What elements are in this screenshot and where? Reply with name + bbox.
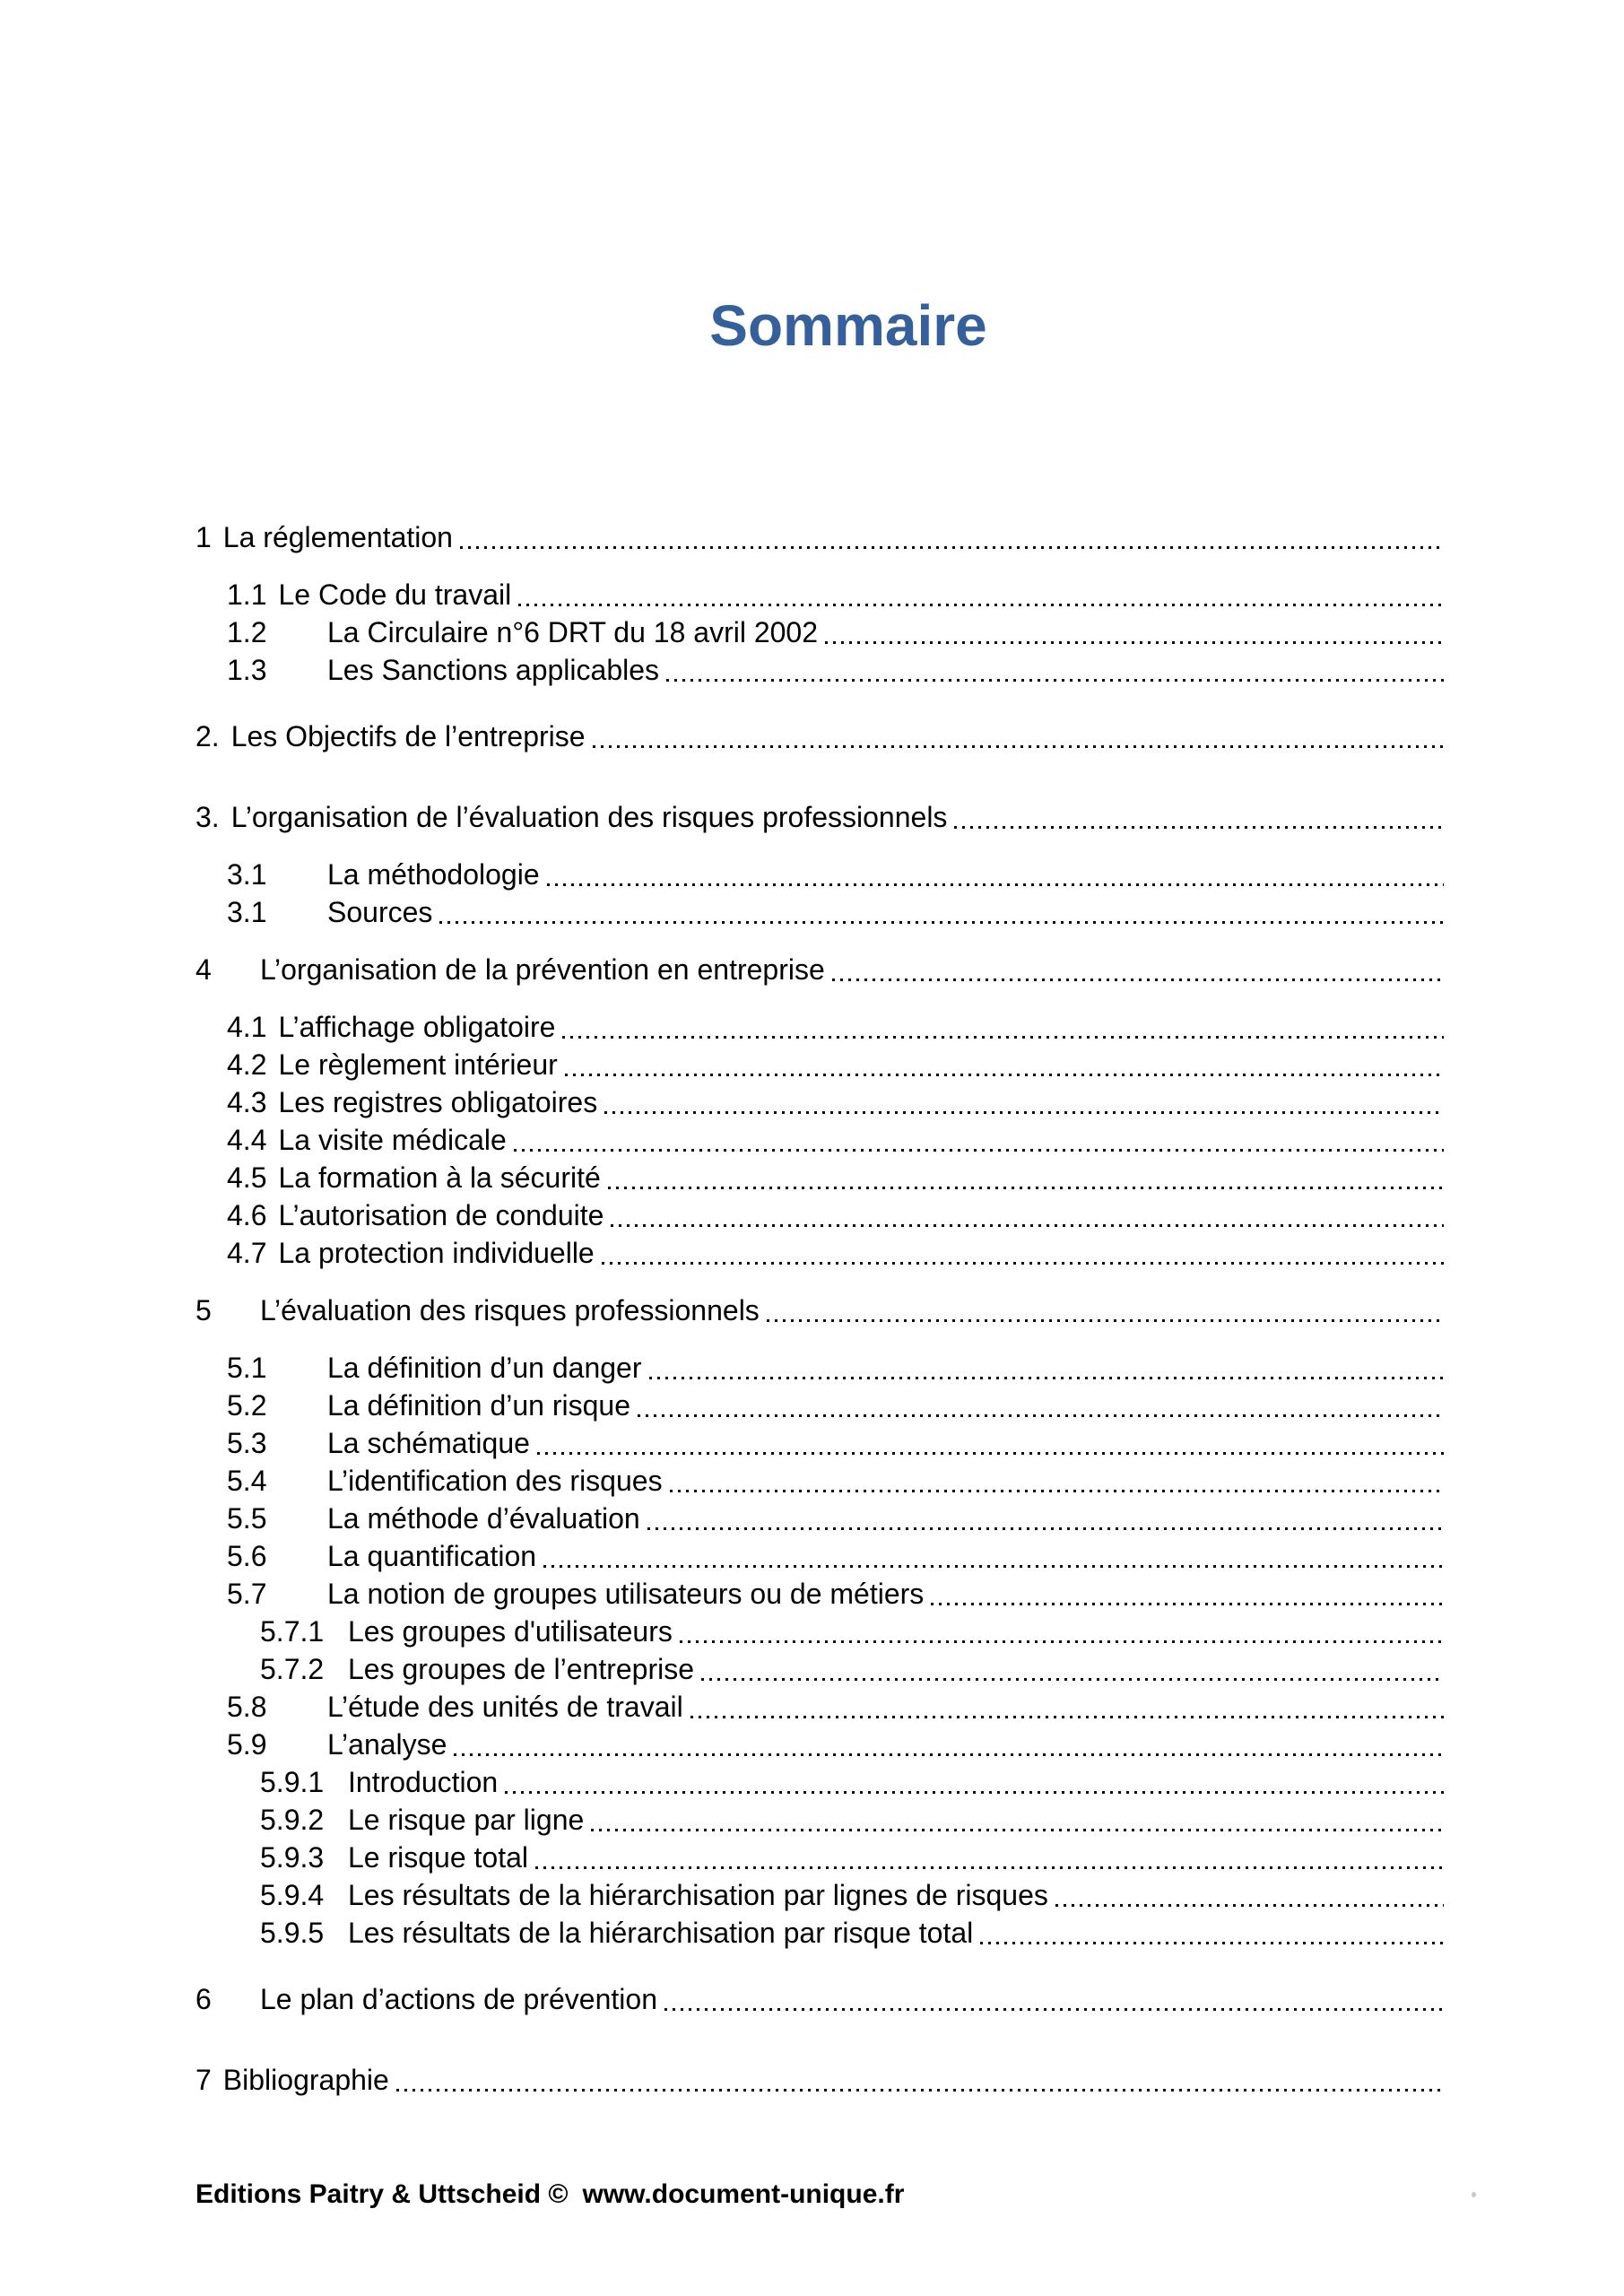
toc-item-label: L’identification des risques [327,1465,663,1497]
toc-item-number: 1.1 [227,578,267,611]
toc-item-number: 1.2 [227,616,267,648]
dot-leader [454,1753,1444,1756]
dot-leader [608,1187,1444,1189]
toc-item-label: La méthodologie [327,858,540,891]
dot-leader [954,826,1444,829]
toc-item-label: La définition d’un danger [327,1352,642,1384]
dot-leader [565,1074,1444,1076]
dot-leader [701,1678,1444,1681]
toc-item-number: 5.7.1 [260,1615,325,1648]
toc-item-number: 5.9.5 [260,1917,325,1949]
toc-item-number: 1 [195,521,212,553]
toc-item-number: 5.8 [227,1691,267,1723]
toc-item-number: 2. [195,720,220,752]
toc-row [227,1196,1444,1234]
toc-row [227,1500,1444,1537]
scan-artifact-dot [1472,2192,1476,2197]
toc-item-label: Sources [327,896,433,928]
toc-item-label: Les résultats de la hiérarchisation par lignes de risques [348,1879,1048,1911]
toc-row [227,1726,1444,1763]
toc-item-label: La réglementation [222,521,453,553]
toc-item-number: 4.5 [227,1161,267,1194]
toc-item-label: Bibliographie [222,2064,389,2096]
toc-item-label: La visite médicale [278,1124,507,1156]
toc-item-label: L’affichage obligatoire [278,1011,556,1043]
toc-item-label: Les résultats de la hiérarchisation par risque total [348,1917,974,1949]
toc-item-number: 5.2 [227,1389,267,1422]
toc-item-number: 5.9.3 [260,1841,325,1874]
toc-row [227,1083,1444,1121]
toc-row [227,1008,1444,1046]
dot-leader [649,1377,1445,1379]
dot-leader [514,1149,1444,1152]
toc-item-number: 5.7 [227,1578,267,1610]
toc-item-label: Le plan d’actions de prévention [260,1983,657,2015]
dot-leader [666,679,1444,682]
toc-item-number: 3.1 [227,896,267,928]
toc-item-number: 5.3 [227,1427,267,1459]
toc-row [227,1688,1444,1726]
toc-row [195,2061,1444,2099]
toc-item-number: 4.1 [227,1011,267,1043]
toc-row [227,1575,1444,1613]
dot-leader [537,1452,1444,1455]
toc-item-label: Le risque total [348,1841,529,1874]
toc-item-number: 7 [195,2064,212,2096]
toc-row [227,1121,1444,1159]
toc-item-number: 4.7 [227,1237,267,1269]
toc-item-label: La formation à la sécurité [278,1161,601,1194]
toc-item-number: 4.6 [227,1199,267,1231]
toc-item-label: L’organisation de l’évaluation des risques professionnels [230,801,948,833]
dot-leader [396,2089,1444,2092]
table-of-contents [195,518,1444,2099]
toc-row [260,1876,1444,1914]
toc-item-label: L’évaluation des risques professionnels [260,1294,760,1326]
page-footer [195,2179,904,2210]
dot-leader [670,1490,1444,1492]
toc-row [195,1980,1444,2018]
toc-item-label: Les groupes de l’entreprise [348,1653,695,1685]
toc-row [227,1234,1444,1272]
dot-leader [591,1829,1444,1831]
toc-item-label: La quantification [327,1540,537,1572]
dot-leader [931,1603,1444,1605]
dot-leader [980,1942,1444,1944]
toc-item-label: Le risque par ligne [348,1804,585,1836]
toc-row [227,1424,1444,1462]
toc-row [227,893,1444,931]
toc-item-number: 5.6 [227,1540,267,1572]
toc-row [227,856,1444,893]
footer-url: www.document-unique.fr [582,2179,905,2209]
dot-leader [505,1791,1444,1794]
toc-row [227,1349,1444,1387]
toc-item-number: 5.9 [227,1728,267,1761]
dot-leader [562,1036,1444,1039]
toc-row [260,1801,1444,1839]
toc-item-label: La méthode d’évaluation [327,1502,640,1535]
toc-row [227,1387,1444,1424]
toc-item-number: 4.4 [227,1124,267,1156]
dot-leader [825,641,1444,644]
toc-item-label: La Circulaire n°6 DRT du 18 avril 2002 [327,616,819,648]
dot-leader [832,978,1444,981]
toc-row [227,613,1444,651]
toc-item-label: La notion de groupes utilisateurs ou de métiers [327,1578,925,1610]
toc-row [195,718,1444,755]
toc-item-number: 6 [195,1983,212,2015]
toc-row [260,1613,1444,1650]
dot-leader [767,1319,1444,1322]
toc-row [227,1159,1444,1196]
dot-leader [611,1224,1444,1227]
toc-item-number: 4.3 [227,1086,267,1118]
toc-row [195,518,1444,556]
toc-row [227,576,1444,613]
dot-leader [602,1262,1444,1265]
toc-row [260,1650,1444,1688]
toc-row [260,1839,1444,1876]
toc-item-number: 4 [195,953,212,986]
dot-leader [664,2008,1444,2011]
toc-row [195,1292,1444,1329]
toc-row [227,1537,1444,1575]
toc-item-label: Introduction [348,1766,499,1798]
toc-item-label: Le Code du travail [278,578,512,611]
dot-leader [604,1111,1444,1114]
toc-row [227,1462,1444,1500]
toc-item-label: L’organisation de la prévention en entreprise [260,953,825,986]
toc-item-label: La protection individuelle [278,1237,595,1269]
toc-item-label: L’autorisation de conduite [278,1199,604,1231]
dot-leader [535,1866,1444,1869]
toc-item-label: Les Sanctions applicables [327,654,660,686]
toc-item-number: 5 [195,1294,212,1326]
dot-leader [593,745,1444,748]
dot-leader [547,883,1444,886]
dot-leader [518,604,1444,606]
dot-leader [647,1527,1444,1530]
toc-item-number: 5.4 [227,1465,267,1497]
toc-item-label: Le règlement intérieur [278,1048,558,1081]
toc-item-label: Les registres obligatoires [278,1086,598,1118]
toc-row [260,1914,1444,1952]
toc-item-number: 5.5 [227,1502,267,1535]
dot-leader [690,1716,1444,1718]
dot-leader [439,921,1444,924]
dot-leader [543,1565,1444,1568]
toc-row [227,651,1444,689]
toc-item-label: Les Objectifs de l’entreprise [230,720,586,752]
toc-item-number: 5.9.1 [260,1766,325,1798]
toc-item-number: 3. [195,801,220,833]
dot-leader [680,1640,1444,1643]
toc-item-label: L’étude des unités de travail [327,1691,683,1723]
toc-item-number: 1.3 [227,654,267,686]
footer-publisher: Editions Paitry & Uttscheid © [195,2179,569,2209]
toc-item-label: La schématique [327,1427,530,1459]
dot-leader [460,546,1444,549]
toc-item-number: 5.1 [227,1352,267,1384]
dot-leader [1055,1904,1444,1907]
toc-item-label: L’analyse [327,1728,447,1761]
toc-item-label: Les groupes d'utilisateurs [348,1615,673,1648]
dot-leader [638,1414,1444,1417]
toc-item-number: 5.9.4 [260,1879,325,1911]
toc-item-number: 5.7.2 [260,1653,325,1685]
toc-item-number: 3.1 [227,858,267,891]
toc-row [195,951,1444,988]
toc-row [227,1046,1444,1083]
page-title: Sommaire [709,293,987,358]
toc-item-number: 5.9.2 [260,1804,325,1836]
toc-row [260,1763,1444,1801]
toc-row [195,798,1444,836]
toc-item-number: 4.2 [227,1048,267,1081]
toc-item-label: La définition d’un risque [327,1389,631,1422]
